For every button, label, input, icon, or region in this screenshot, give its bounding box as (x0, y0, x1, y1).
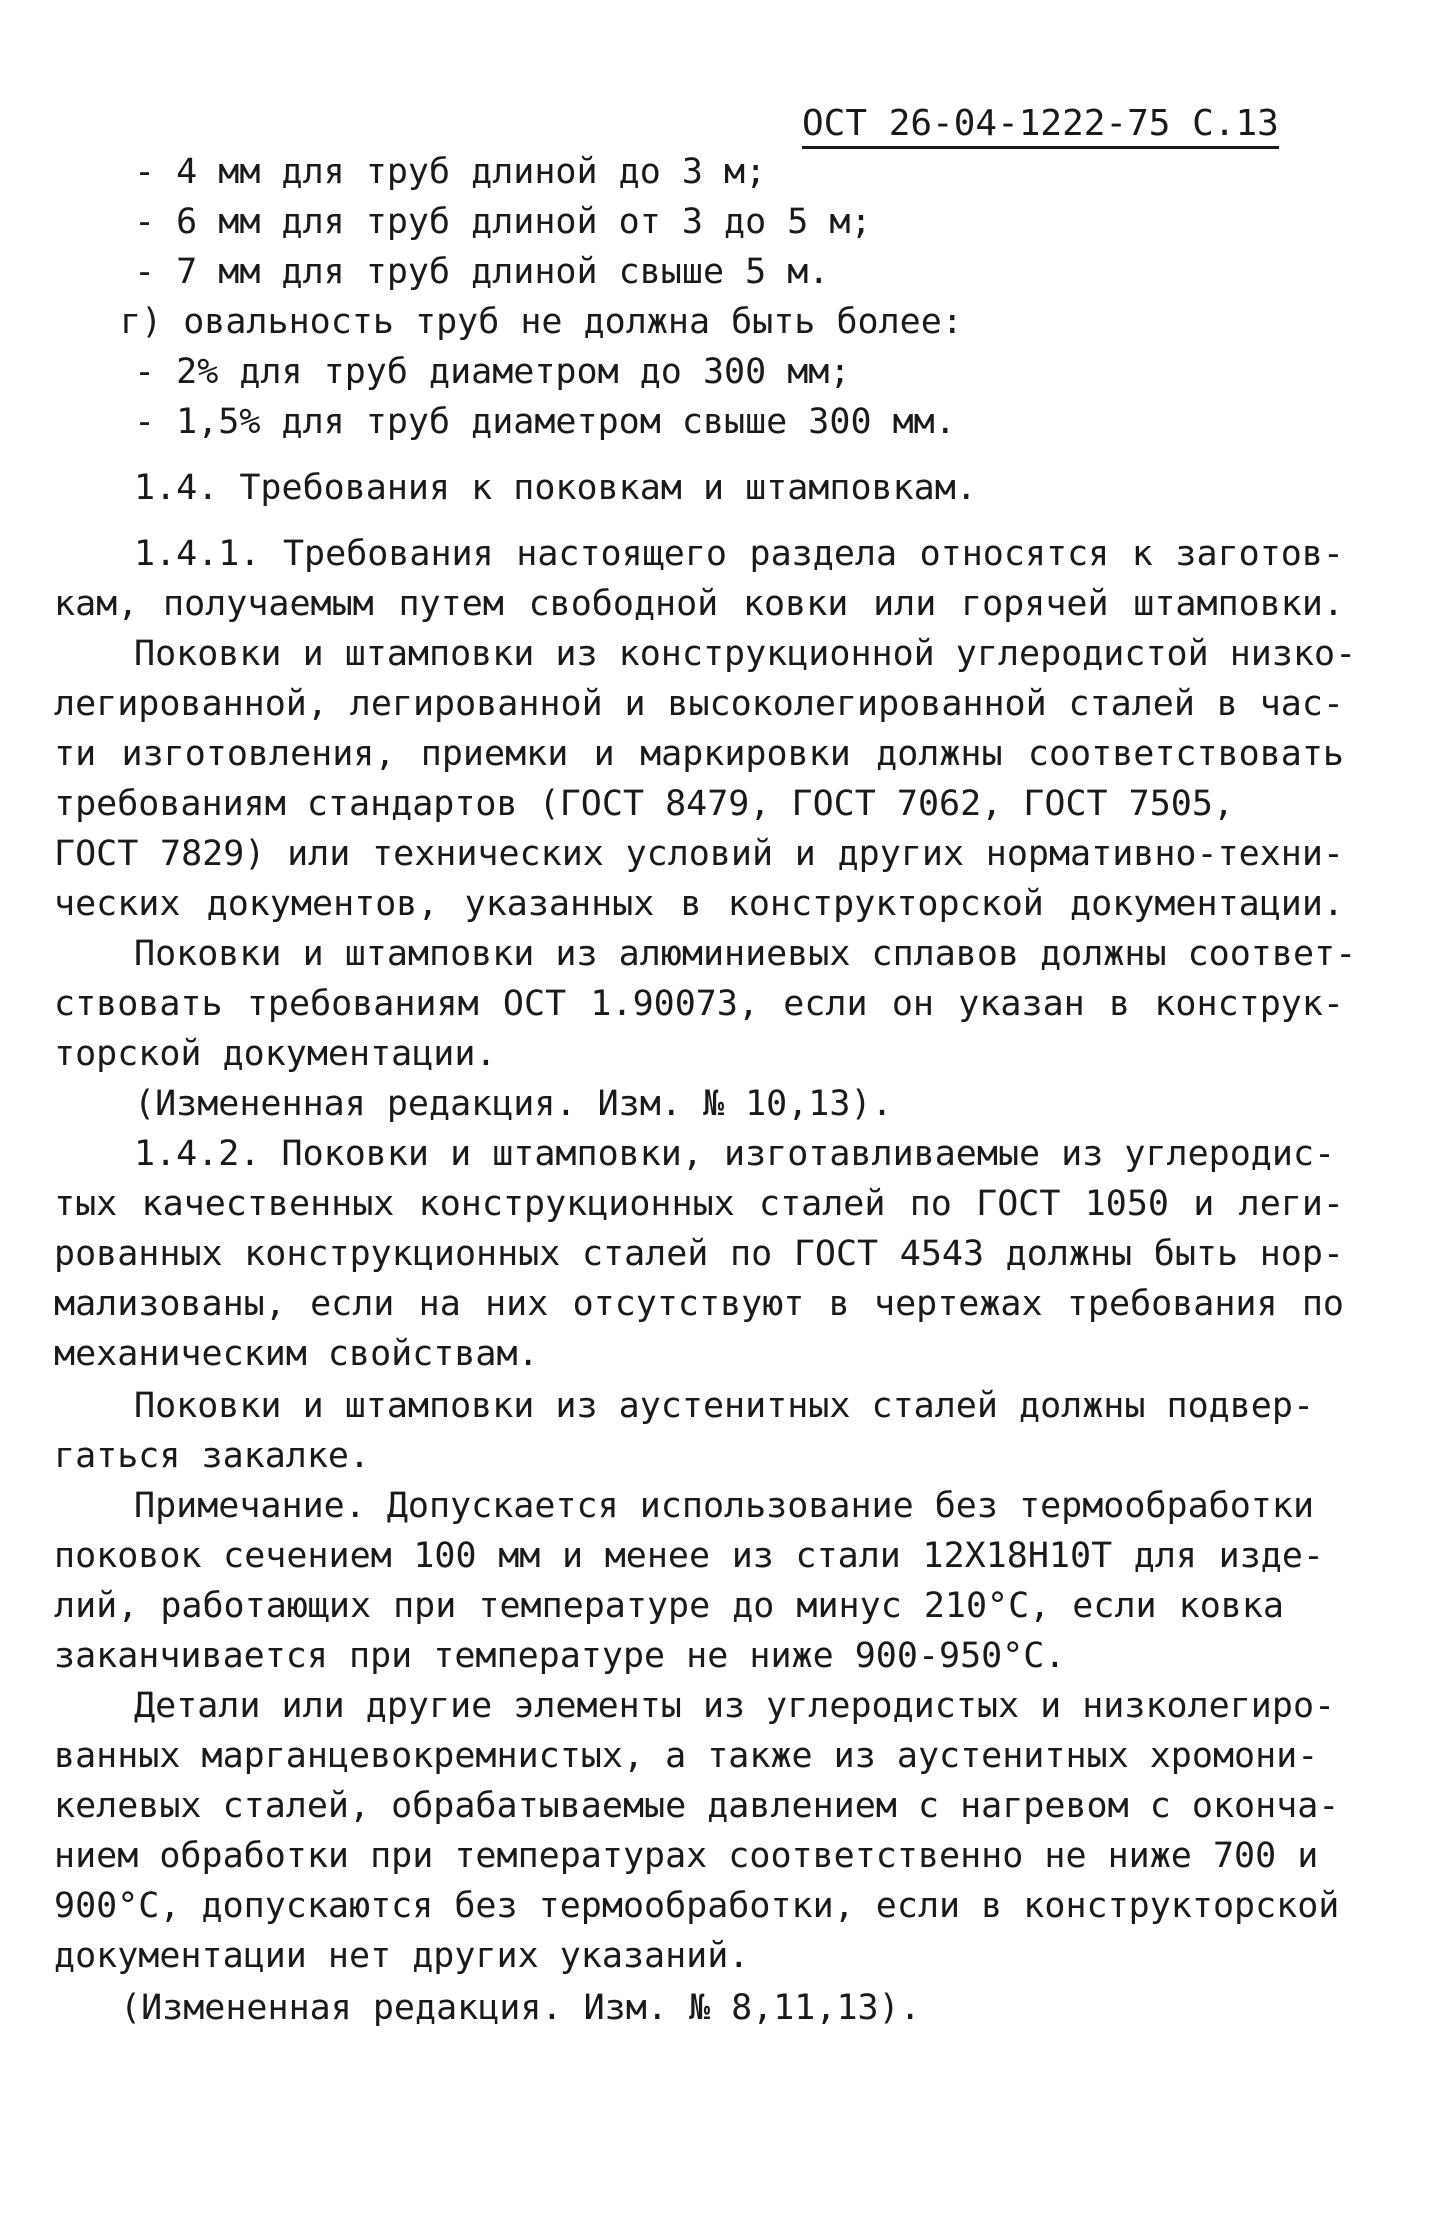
text-line: ствовать требованиям ОСТ 1.90073, если он указан в конструк- (54, 984, 1344, 1024)
text-line: 1.4.1. Требования настоящего раздела относятся к заготов- (134, 534, 1344, 574)
text-line: - 6 мм для труб длиной от 3 до 5 м; (134, 202, 872, 242)
text-line: келевых сталей, обрабатываемые давлением с нагревом с оконча- (54, 1786, 1340, 1826)
text-line: Детали или другие элементы из углеродистых и низколегиро- (134, 1686, 1336, 1726)
revision-note: (Измененная редакция. Изм. № 8,11,13). (120, 1988, 921, 2028)
document-header-code: ОСТ 26-04-1222-75 С.13 (802, 104, 1279, 149)
text-line: ванных марганцевокремнистых, а также из аустенитных хромони- (54, 1736, 1319, 1776)
text-line: торской документации. (54, 1034, 497, 1074)
text-line: ГОСТ 7829) или технических условий и других нормативно-техни- (54, 834, 1344, 874)
text-line: Поковки и штамповки из алюминиевых сплавов должны соответ- (134, 934, 1357, 974)
text-line: - 7 мм для труб длиной свыше 5 м. (134, 252, 830, 292)
text-line: рованных конструкционных сталей по ГОСТ 4543 должны быть нор- (54, 1234, 1344, 1274)
text-line: 1.4.2. Поковки и штамповки, изготавливаемые из углеродис- (134, 1134, 1336, 1174)
text-line: нием обработки при температурах соответственно не ниже 700 и (54, 1836, 1319, 1876)
note-line: лий, работающих при температуре до минус 210°С, если ковка (54, 1586, 1284, 1626)
text-line: кам, получаемым путем свободной ковки или горячей штамповки. (54, 584, 1344, 624)
text-line: 900°С, допускаются без термообработки, если в конструкторской (54, 1886, 1340, 1926)
text-line: мализованы, если на них отсутствуют в чертежах требования по (54, 1284, 1344, 1324)
note-line: поковок сечением 100 мм и менее из стали 12Х18Н10Т для изде- (54, 1536, 1324, 1576)
text-line: Поковки и штамповки из аустенитных сталей должны подвер- (134, 1386, 1315, 1426)
text-line: тых качественных конструкционных сталей по ГОСТ 1050 и леги- (54, 1184, 1344, 1224)
section-heading: 1.4. Требования к поковкам и штамповкам. (134, 468, 977, 508)
text-line: ческих документов, указанных в конструкторской документации. (54, 884, 1344, 924)
text-line: механическим свойствам. (54, 1334, 539, 1374)
text-line: легированной, легированной и высоколегированной сталей в час- (54, 684, 1344, 724)
note-line: Примечание. Допускается использование без термообработки (134, 1486, 1315, 1526)
revision-note: (Измененная редакция. Изм. № 10,13). (134, 1084, 893, 1124)
text-line: - 1,5% для труб диаметром свыше 300 мм. (134, 402, 956, 442)
text-line: г) овальность труб не должна быть более: (120, 302, 963, 342)
text-line: требованиям стандартов (ГОСТ 8479, ГОСТ 7062, ГОСТ 7505, (54, 784, 1235, 824)
text-line: документации нет других указаний. (54, 1936, 750, 1976)
text-line: - 4 мм для труб длиной до 3 м; (134, 152, 767, 192)
note-line: заканчивается при температуре не ниже 900-950°С. (54, 1636, 1066, 1676)
text-line: гаться закалке. (54, 1436, 371, 1476)
text-line: Поковки и штамповки из конструкционной углеродистой низко- (134, 634, 1357, 674)
text-line: ти изготовления, приемки и маркировки должны соответствовать (54, 734, 1344, 774)
text-line: - 2% для труб диаметром до 300 мм; (134, 352, 851, 392)
